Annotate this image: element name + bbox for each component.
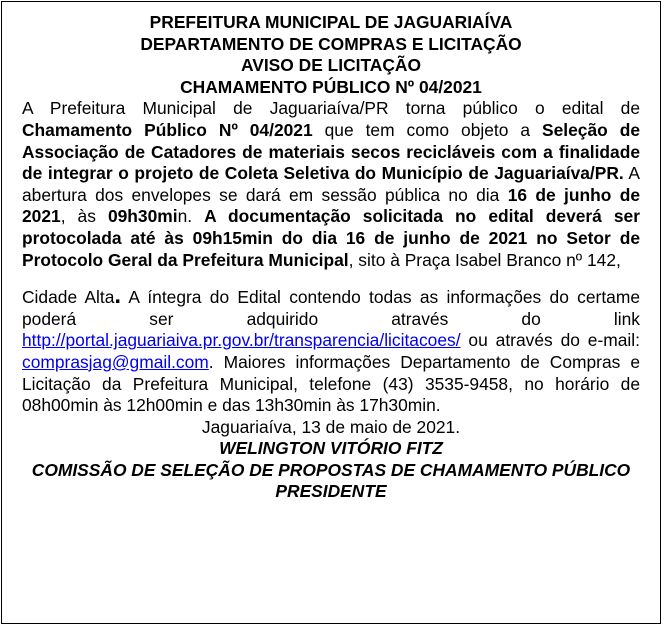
signatory-name: WELINGTON VITÓRIO FITZ bbox=[219, 438, 443, 459]
notice-paragraph-2 bbox=[22, 282, 640, 417]
notice-header bbox=[22, 12, 640, 98]
object-description: Seleção de Associação de Catadores de materiais secos recicláveis com a finalidade de integrar o projeto de Coleta Seletiva do Município de Jaguariaíva/PR. bbox=[22, 119, 641, 184]
session-time: 09h30mi bbox=[107, 206, 178, 227]
address-text: , sito à Praça Isabel Branco nº 142, bbox=[348, 249, 621, 270]
period-mark: . bbox=[114, 282, 122, 310]
notice-date: Jaguariaíva, 13 de maio de 2021. bbox=[201, 416, 461, 437]
signatory-role: PRESIDENTE bbox=[275, 481, 387, 502]
header-line-departamento: DEPARTAMENTO DE COMPRAS E LICITAÇÃO bbox=[140, 33, 522, 54]
licitation-notice bbox=[22, 12, 640, 503]
text-segment: A abertura dos envelopes se dará em sessão pública no dia bbox=[22, 163, 640, 205]
portal-link[interactable]: http://portal.jaguariaiva.pr.gov.br/transparencia/licitacoes/ bbox=[22, 330, 461, 351]
session-date: 16 de junho de 2021 bbox=[22, 184, 640, 227]
documentation-deadline: A documentação solicitada no edital deverá ser protocolada até às 09h15min do dia 16 de junho de 2021 no Setor de Protocolo Geral da Prefeitura Municipal bbox=[22, 206, 640, 270]
header-line-prefeitura: PREFEITURA MUNICIPAL DE JAGUARIAÍVA bbox=[149, 12, 513, 32]
signature-block bbox=[22, 438, 640, 503]
email-link[interactable]: comprasjag@gmail.com bbox=[22, 351, 209, 372]
header-line-aviso: AVISO DE LICITAÇÃO bbox=[240, 55, 422, 76]
chamamento-number: Chamamento Público Nº 04/2021 bbox=[22, 119, 313, 140]
text-segment: que tem como objeto a bbox=[312, 119, 543, 140]
notice-paragraph-1 bbox=[22, 98, 640, 271]
text-segment: ou através do e-mail: bbox=[460, 330, 640, 351]
text-segment: A Prefeitura Municipal de Jaguariaíva/PR torna público o edital de bbox=[22, 98, 640, 119]
text-segment: , às bbox=[60, 206, 108, 227]
header-line-chamamento: CHAMAMENTO PÚBLICO Nº 04/2021 bbox=[180, 76, 482, 97]
text-segment: n. bbox=[177, 206, 205, 227]
text-segment: A íntegra do Edital contendo todas as informações do certame poderá ser adquirido através do link bbox=[22, 287, 640, 329]
text-segment: Cidade Alta bbox=[22, 287, 115, 308]
text-segment: . Maiores informações Departamento de Compras e Licitação da Prefeitura Municipal, telefone (43) 3535-9458, no horário de 08h00min às 12h00min e das 13h30min às 17h30min. bbox=[22, 351, 640, 416]
committee-name: COMISSÃO DE SELEÇÃO DE PROPOSTAS DE CHAMAMENTO PÚBLICO bbox=[31, 459, 631, 480]
